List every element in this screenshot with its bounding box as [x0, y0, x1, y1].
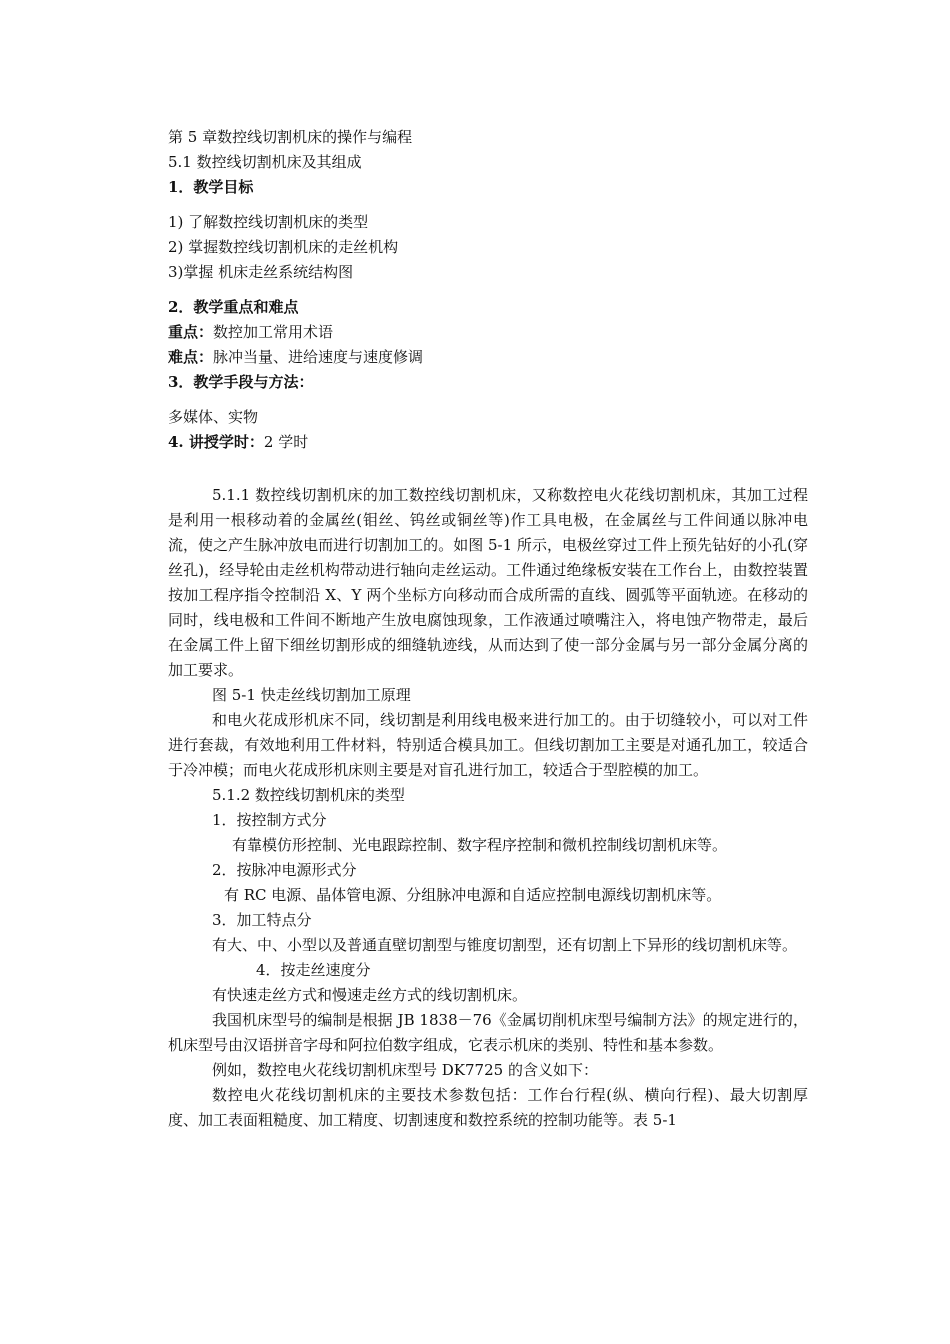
subsection-heading: 5.1.2 数控线切割机床的类型: [212, 786, 405, 804]
objective-item: 3)掌握 机床走丝系统结构图: [168, 263, 354, 281]
hours-text: 2 学时: [263, 433, 309, 451]
methods-heading: 3．教学手段与方法：: [168, 373, 314, 391]
paragraph-parameters: 数控电火花线切割机床的主要技术参数包括：工作台行程(纵、横向行程)、最大切割厚度、加工表面粗糙度、加工精度、切割速度和数控系统的控制功能等。表 5-1: [168, 1086, 808, 1129]
paragraph-model-standard: 我国机床型号的编制是根据 JB 1838－76《金属切削机床型号编制方法》的规定进行的，机床型号由汉语拼音字母和阿拉伯数字组成，它表示机床的类别、特性和基本参数。: [168, 1011, 808, 1054]
difficulty-text: 脉冲当量、进给速度与速度修调: [213, 348, 424, 366]
chapter-title: 第 5 章数控线切割机床的操作与编程: [168, 128, 413, 146]
type-text: 有大、中、小型以及普通直壁切割型与锥度切割型，还有切割上下异形的线切割机床等。: [212, 936, 798, 954]
difficulty-label: 难点：: [168, 348, 214, 366]
type-text: 有快速走丝方式和慢速走丝方式的线切割机床。: [212, 986, 528, 1004]
paragraph-comparison: 和电火花成形机床不同，线切割是利用线电极来进行加工的。由于切缝较小，可以对工件进行套裁，有效地利用工件材料，特别适合模具加工。但线切割加工主要是对通孔加工，较适合于冷冲模；而电火花成形机床则主要是对盲孔进行加工，较适合于型腔模的加工。: [168, 711, 808, 779]
hours-line: [168, 430, 808, 455]
type-title: 3．加工特点分: [212, 911, 312, 929]
methods-text: 多媒体、实物: [168, 408, 259, 426]
type-title: 2．按脉冲电源形式分: [212, 861, 357, 879]
key-points-heading: 2．教学重点和难点: [168, 298, 299, 316]
objectives-heading: 1．教学目标: [168, 178, 254, 196]
objective-item: 2) 掌握数控线切割机床的走丝机构: [168, 238, 399, 256]
focus-label: 重点：: [168, 323, 214, 341]
figure-caption: 图 5-1 快走丝线切割加工原理: [212, 686, 411, 704]
paragraph-example: 例如，数控电火花线切割机床型号 DK7725 的含义如下：: [212, 1061, 598, 1079]
type-text: 有 RC 电源、晶体管电源、分组脉冲电源和自适应控制电源线切割机床等。: [224, 886, 722, 904]
type-title: 1．按控制方式分: [212, 811, 327, 829]
focus-text: 数控加工常用术语: [213, 323, 334, 341]
hours-label: 4. 讲授学时：: [168, 433, 264, 451]
section-title: 5.1 数控线切割机床及其组成: [168, 153, 362, 171]
paragraph-machine-intro: 5.1.1 数控线切割机床的加工数控线切割机床，又称数控电火花线切割机床，其加工过程是利用一根移动着的金属丝(钼丝、钨丝或铜丝等)作工具电极，在金属丝与工件间通以脉冲电流，使之产生脉冲放电而进行切割加工的。如图 5-1 所示，电极丝穿过工件上预先钻好的小孔(穿丝孔)，经导轮由走丝机构带动进行轴向走丝运动。工件通过绝缘板安装在工作台上，由数控装置按加工程序指令控制沿 X、Y 两个坐标方向移动而合成所需的直线、圆弧等平面轨迹。在移动的同时，线电极和工件间不断地产生放电腐蚀现象，工作液通过喷嘴注入，将电蚀产物带走，最后在金属工件上留下细丝切割形成的细缝轨迹线，从而达到了使一部分金属与另一部分金属分离的加工要求。: [168, 486, 808, 679]
difficulty-line: [168, 345, 808, 370]
focus-line: [168, 320, 808, 345]
type-title: 4．按走丝速度分: [256, 961, 371, 979]
type-text: 有靠模仿形控制、光电跟踪控制、数字程序控制和微机控制线切割机床等。: [232, 836, 728, 854]
document-content: [168, 125, 808, 1133]
objective-item: 1) 了解数控线切割机床的类型: [168, 213, 369, 231]
